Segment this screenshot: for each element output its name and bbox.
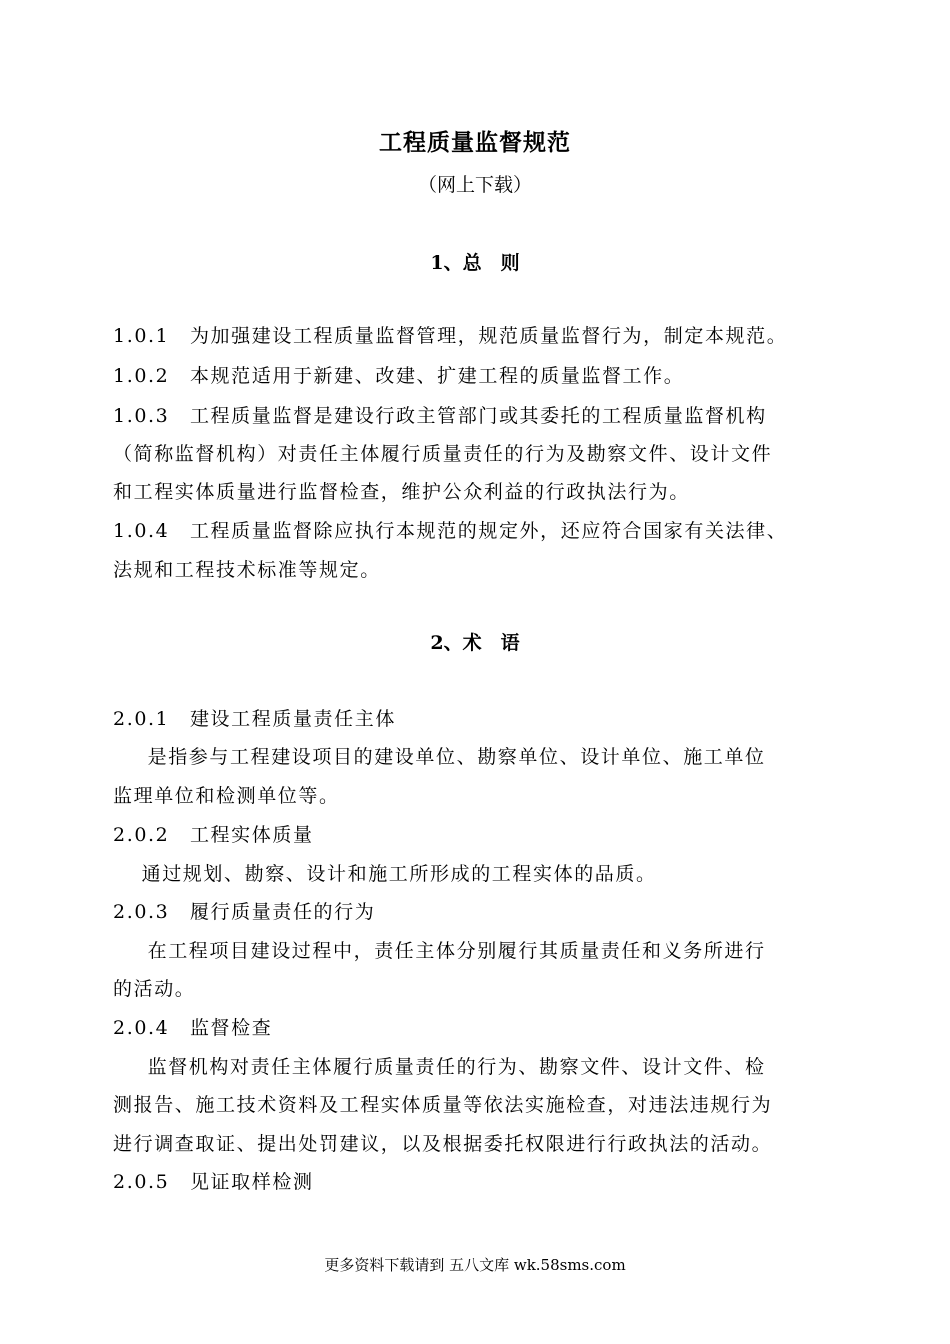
paragraph-line: 的活动。 <box>113 978 196 1000</box>
download-footer: 更多资料下载请到 五八文库 wk.58sms.com <box>324 1256 626 1274</box>
document-title: 工程质量监督规范 <box>379 130 571 156</box>
paragraph-line: 测报告、施工技术资料及工程实体质量等依法实施检查，对违法违规行为 <box>113 1094 773 1116</box>
paragraph-line: 2.0.1 建设工程质量责任主体 <box>113 708 396 730</box>
document-subtitle: （网上下载） <box>417 174 532 196</box>
paragraph-line: 进行调查取证、提出处罚建议，以及根据委托权限进行行政执法的活动。 <box>113 1133 773 1155</box>
paragraph-line: 1.0.2 本规范适用于新建、改建、扩建工程的质量监督工作。 <box>113 365 685 387</box>
paragraph-line: 2.0.5 见证取样检测 <box>113 1171 314 1193</box>
paragraph-line: 监理单位和检测单位等。 <box>113 785 340 807</box>
paragraph-line: 1.0.1 为加强建设工程质量监督管理，规范质量监督行为，制定本规范。 <box>113 325 788 347</box>
paragraph-line: 1.0.3 工程质量监督是建设行政主管部门或其委托的工程质量监督机构 <box>113 405 767 427</box>
paragraph-line: 在工程项目建设过程中，责任主体分别履行其质量责任和义务所进行 <box>127 940 766 962</box>
section-heading-general: 1、总 则 <box>430 252 520 274</box>
paragraph-line: 监督机构对责任主体履行质量责任的行为、勘察文件、设计文件、检 <box>127 1056 766 1078</box>
paragraph-line: 1.0.4 工程质量监督除应执行本规范的规定外，还应符合国家有关法律、 <box>113 520 788 542</box>
paragraph-line: 2.0.2 工程实体质量 <box>113 824 314 846</box>
paragraph-line: 2.0.4 监督检查 <box>113 1017 273 1039</box>
paragraph-line: 是指参与工程建设项目的建设单位、勘察单位、设计单位、施工单位 <box>127 746 766 768</box>
section-heading-terms: 2、术 语 <box>430 632 520 654</box>
paragraph-line: 和工程实体质量进行监督检查，维护公众利益的行政执法行为。 <box>113 481 690 503</box>
paragraph-line: （简称监督机构）对责任主体履行质量责任的行为及勘察文件、设计文件 <box>113 443 773 465</box>
paragraph-line: 法规和工程技术标准等规定。 <box>113 559 381 581</box>
paragraph-line: 2.0.3 履行质量责任的行为 <box>113 901 376 923</box>
paragraph-line: 通过规划、勘察、设计和施工所形成的工程实体的品质。 <box>121 863 657 885</box>
